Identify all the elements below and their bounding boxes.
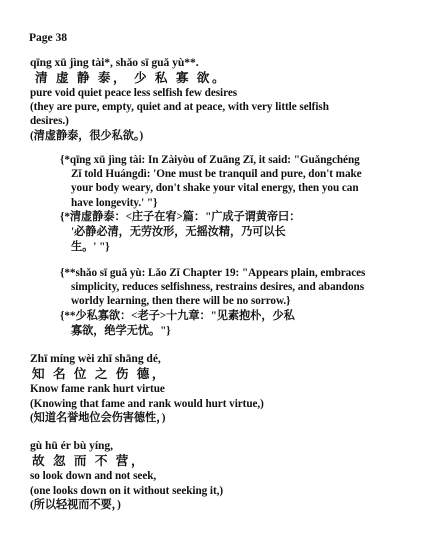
line3-gloss: so look down and not seek, [30, 470, 157, 482]
line2-translation: (Knowing that fame and rank would hurt virtue,) [30, 398, 264, 410]
line1-gloss: pure void quiet peace less selfish few desires [30, 87, 238, 99]
line1-chinese: 清 虚 静 泰， 少 私 寡 欲。 [35, 71, 228, 85]
line3-translation: (one looks down on it without seeking it,) [30, 485, 224, 497]
note1-zh-2: '必静必清，无劳汝形，无摇汝精，乃可以长 [71, 226, 286, 238]
note1-zh-1: {*清虚静泰：<庄子在宥>篇："广成子谓黄帝曰： [60, 211, 301, 223]
line3-pinyin: gù hū ér bù yíng, [30, 439, 114, 452]
note1-en-3: your body weary, don't shake your vital energy, then you can [71, 182, 359, 194]
note2-en-3: worldy learning, then there will be no sorrow.} [71, 295, 291, 307]
note2-zh-1: {**少私寡欲：<老子>十九章："见素抱朴，少私 [60, 310, 295, 322]
line1-pinyin: qīng xū jìng tài*, shǎo sī guǎ yù**. [30, 56, 199, 69]
note1-en-4: have longevity.' "} [71, 197, 158, 209]
note2-en-1: {**shǎo sī guǎ yù: Lǎo Zǐ Chapter 19: "Appears plain, embraces [60, 267, 366, 279]
line2-translation-zh: (知道名誉地位会伤害德性，) [30, 412, 166, 424]
line3-chinese: 故 忽 而 不 营， [32, 454, 147, 468]
note1-en-2: Zǐ told Huángdì: 'One must be tranquil and pure, don't make [71, 168, 362, 180]
note2-en-2: simplicity, reduces selfishness, restrains desires, and abandons [71, 281, 365, 293]
note1-en-1: {*qīng xū jìng tài: In Zàiyòu of Zuāng Zǐ, it said: "Guǎngchéng [60, 154, 360, 166]
line1-translation-cont: desires.) [30, 115, 69, 127]
note1-zh-3: 生。' "} [71, 241, 110, 253]
line2-pinyin: Zhī míng wèi zhī shāng dé, [30, 352, 161, 365]
line2-gloss: Know fame rank hurt virtue [30, 383, 165, 395]
line2-chinese: 知 名 位 之 伤 德， [32, 367, 168, 381]
page-number: Page 38 [29, 31, 67, 44]
line1-translation-zh: (清虚静泰，很少私欲。) [30, 130, 144, 142]
line1-translation: (they are pure, empty, quiet and at peace, with very little selfish [30, 101, 329, 113]
note2-zh-2: 寡欲，绝学无忧。"} [71, 325, 171, 337]
line3-translation-zh: (所以轻视而不要，) [30, 499, 121, 511]
